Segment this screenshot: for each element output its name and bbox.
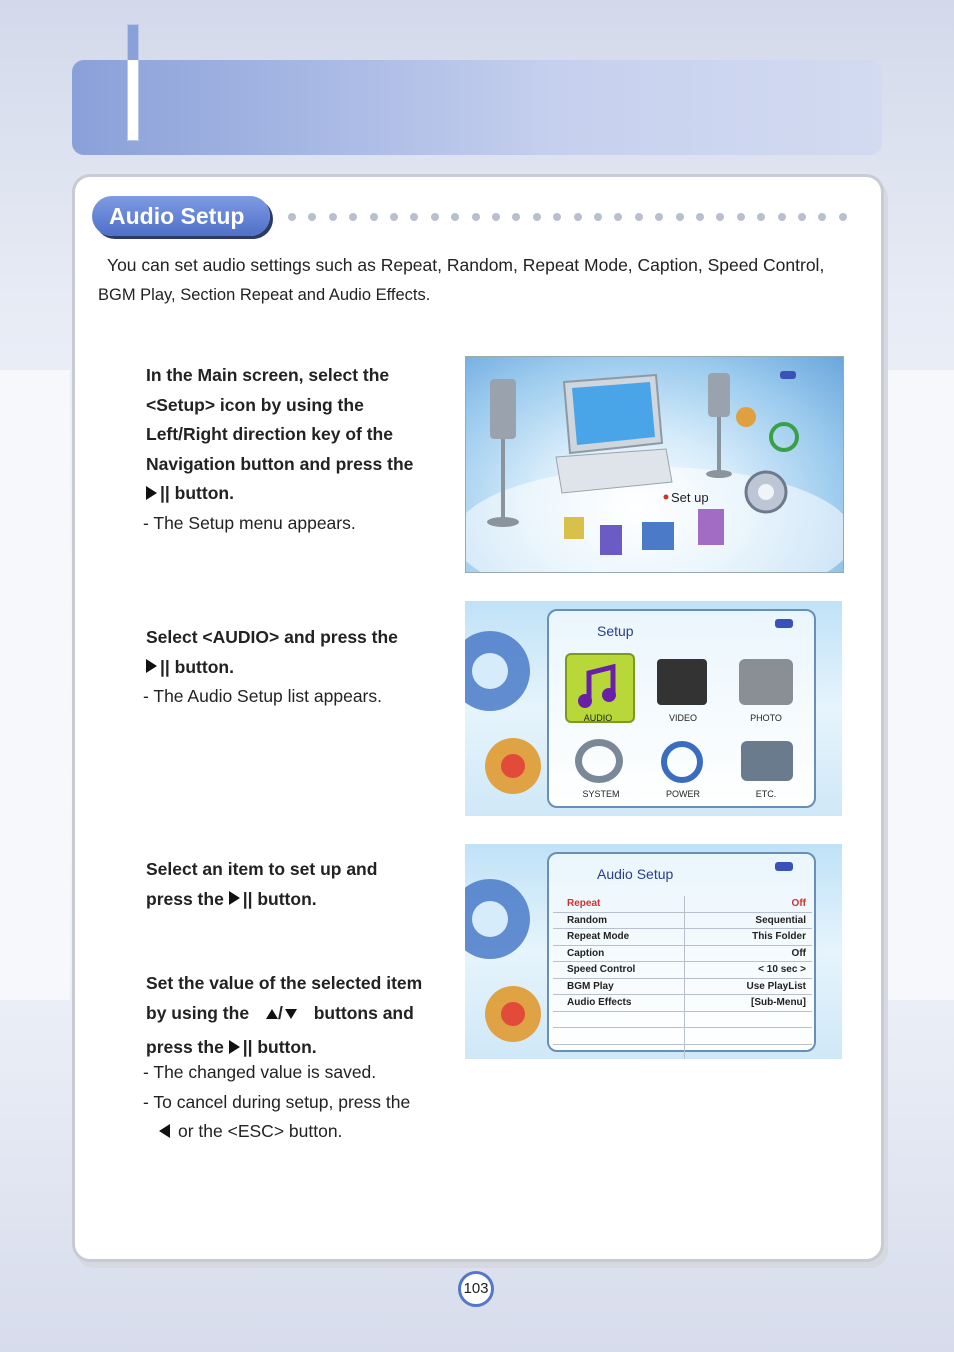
step-2-line-1: Select <AUDIO> and press the xyxy=(146,627,398,647)
divider-dot xyxy=(737,213,745,221)
divider-dot xyxy=(533,213,541,221)
divider-dot xyxy=(635,213,643,221)
intro-line-2: BGM Play, Section Repeat and Audio Effects. xyxy=(98,286,431,304)
table-row[interactable] xyxy=(553,962,812,979)
table-row-empty xyxy=(553,1044,812,1059)
step-4 xyxy=(146,969,456,1063)
book-icon xyxy=(600,525,622,555)
headphone-icon xyxy=(771,424,797,450)
divider-dot xyxy=(696,213,704,221)
setting-value: Use PlayList xyxy=(685,978,812,995)
power-icon xyxy=(661,741,703,783)
setting-value: Off xyxy=(685,945,812,962)
intro-line-1: You can set audio settings such as Repeat, Random, Repeat Mode, Caption, Speed Control, xyxy=(107,255,825,275)
divider-dot xyxy=(818,213,826,221)
header-banner xyxy=(72,60,882,155)
intro-text xyxy=(98,250,868,310)
step-1-line-3: Left/Right direction key of the xyxy=(146,424,393,444)
step-4-line-2c: buttons and xyxy=(313,1002,414,1023)
divider-dot xyxy=(288,213,296,221)
step-4-slash: / xyxy=(277,1002,283,1023)
setting-label: Caption xyxy=(553,945,685,962)
main-screen-screenshot xyxy=(465,356,844,573)
setup-window-title: Setup xyxy=(597,623,634,639)
setting-value: This Folder xyxy=(685,929,812,946)
game-icon xyxy=(736,407,756,427)
divider-dot xyxy=(431,213,439,221)
page-side-right xyxy=(882,370,954,1000)
setup-menu-screenshot xyxy=(465,601,842,816)
divider-dot xyxy=(349,213,357,221)
step-3 xyxy=(146,855,446,914)
divider-dot xyxy=(553,213,561,221)
menu-item-video: VIDEO xyxy=(668,713,697,723)
table-row-empty xyxy=(553,1011,812,1028)
video-icon xyxy=(657,659,707,705)
setting-label: BGM Play xyxy=(553,978,685,995)
step-3-line-2: press the xyxy=(146,888,224,909)
divider-dot xyxy=(798,213,806,221)
audio-setup-window xyxy=(547,852,816,1052)
divider-dot xyxy=(329,213,337,221)
table-row[interactable] xyxy=(553,945,812,962)
menu-item-power: POWER xyxy=(665,789,700,799)
step-2-line-2: || button. xyxy=(160,656,234,677)
menu-item-audio: AUDIO xyxy=(583,713,613,723)
play-icon xyxy=(146,659,157,673)
header-stripe-accent xyxy=(128,25,138,60)
divider-dot xyxy=(370,213,378,221)
play-icon xyxy=(229,891,240,905)
divider-dot xyxy=(655,213,663,221)
divider-dot xyxy=(614,213,622,221)
divider-dot xyxy=(574,213,582,221)
play-icon xyxy=(146,486,157,500)
divider-dot xyxy=(839,213,847,221)
setting-label: Repeat Mode xyxy=(553,929,685,946)
divider-dot xyxy=(492,213,500,221)
photo-icon xyxy=(564,517,584,539)
step-1-line-4: Navigation button and press the xyxy=(146,453,414,474)
audio-settings-table xyxy=(553,896,812,1059)
battery-icon xyxy=(780,371,796,379)
setting-value: [Sub-Menu] xyxy=(685,995,812,1012)
step-3-line-3: || button. xyxy=(242,888,317,909)
divider-dot xyxy=(594,213,602,221)
table-row[interactable] xyxy=(553,995,812,1012)
setting-value: Sequential xyxy=(685,912,812,929)
step-2 xyxy=(146,623,446,682)
page-side-left xyxy=(0,370,70,1000)
battery-icon xyxy=(775,862,793,871)
step-1-line-1: In the Main screen, select the xyxy=(146,365,390,385)
setup-window xyxy=(547,609,816,808)
divider-dot xyxy=(472,213,480,221)
divider-dot xyxy=(451,213,459,221)
divider-dot xyxy=(757,213,765,221)
setup-label: Set up xyxy=(671,490,709,505)
play-icon xyxy=(229,1040,240,1054)
step-1 xyxy=(146,361,446,509)
divider-dot xyxy=(512,213,520,221)
search-icon xyxy=(642,522,674,550)
down-arrow-icon xyxy=(285,1009,297,1019)
step-3-line-1: Select an item to set up and xyxy=(146,859,378,879)
menu-item-system: SYSTEM xyxy=(582,789,620,799)
divider-dot xyxy=(308,213,316,221)
setting-value: Off xyxy=(685,896,812,912)
step-4-note-2: - To cancel during setup, press the xyxy=(143,1092,411,1112)
system-icon xyxy=(575,739,623,783)
step-1-line-5: || button. xyxy=(160,483,234,503)
step-4-note-1: - The changed value is saved. xyxy=(143,1062,377,1082)
divider-dot xyxy=(778,213,786,221)
divider-dot xyxy=(390,213,398,221)
table-row-empty xyxy=(553,1028,812,1045)
step-4-line-3a: press the xyxy=(146,1037,224,1057)
etc-icon xyxy=(741,741,793,781)
section-title: Audio Setup xyxy=(92,196,270,236)
table-row[interactable] xyxy=(553,912,812,929)
audio-setup-window-title: Audio Setup xyxy=(597,866,674,882)
step-4-note-3-wrap xyxy=(143,1117,342,1147)
speaker-icon xyxy=(708,373,730,417)
menu-item-etc: ETC. xyxy=(755,789,777,799)
step-4-note-3: or the <ESC> button. xyxy=(178,1121,343,1141)
photo-icon xyxy=(739,659,793,705)
step-4-line-3b: || button. xyxy=(242,1037,317,1057)
setting-label: Repeat xyxy=(553,896,685,912)
setting-label: Audio Effects xyxy=(553,995,685,1012)
dotted-divider xyxy=(288,213,848,221)
step-2-note: - The Audio Setup list appears. xyxy=(143,686,382,706)
divider-dot xyxy=(676,213,684,221)
menu-item-photo: PHOTO xyxy=(750,713,782,723)
setting-label: Random xyxy=(553,912,685,929)
table-row[interactable] xyxy=(553,929,812,946)
device-icon xyxy=(698,509,724,545)
audio-setup-screenshot xyxy=(465,844,842,1059)
setting-label: Speed Control xyxy=(553,962,685,979)
step-4-line-2a: by using the xyxy=(146,1002,250,1023)
main-screen-art xyxy=(466,357,843,572)
divider-dot xyxy=(410,213,418,221)
table-row[interactable] xyxy=(553,978,812,995)
step-1-note: - The Setup menu appears. xyxy=(143,513,356,533)
left-arrow-icon xyxy=(159,1124,170,1138)
page-number: 103 xyxy=(458,1271,494,1307)
battery-icon xyxy=(775,619,793,628)
step-4-line-1: Set the value of the selected item xyxy=(146,973,423,993)
speaker-icon xyxy=(490,379,516,439)
step-1-line-2: <Setup> icon by using the xyxy=(146,394,364,415)
table-row[interactable] xyxy=(553,896,812,912)
divider-dot xyxy=(716,213,724,221)
setting-value: < 10 sec > xyxy=(685,962,812,979)
up-arrow-icon xyxy=(266,1009,278,1019)
